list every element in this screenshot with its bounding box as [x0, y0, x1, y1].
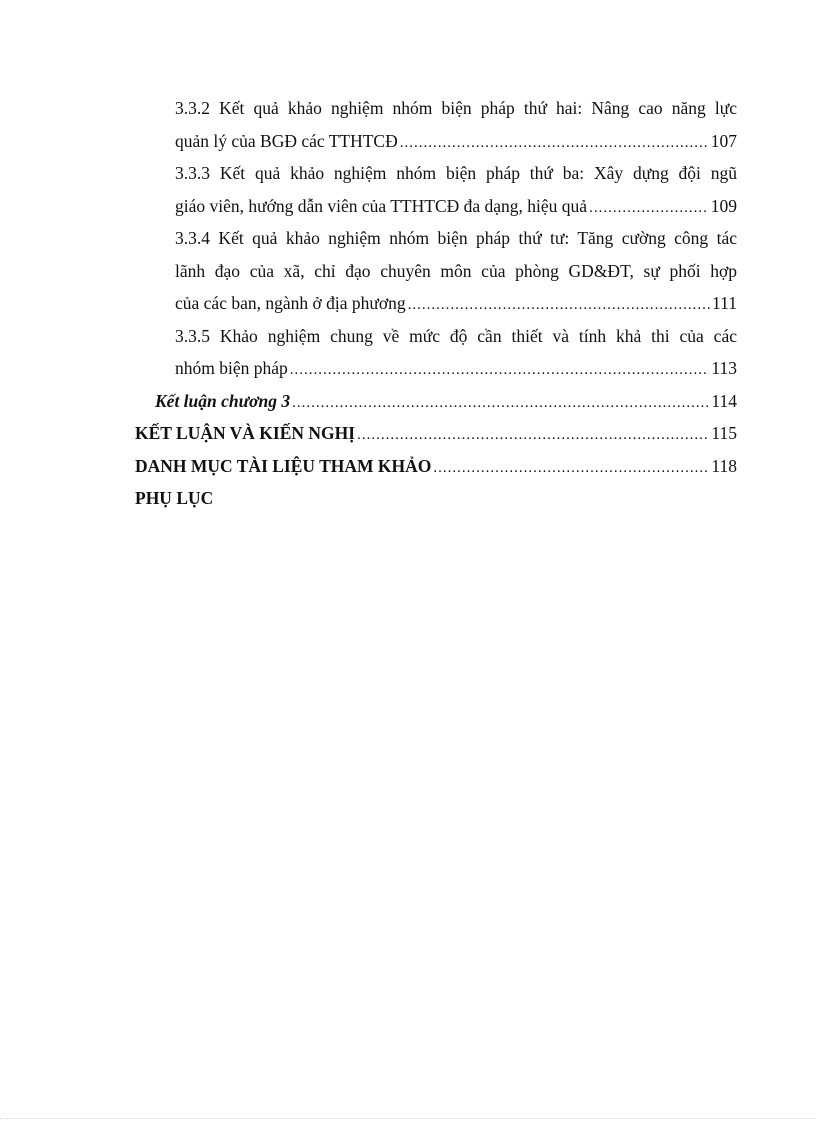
toc-entry-3-3-4-line3 — [175, 287, 737, 320]
toc-entry-3-3-4-line1: 3.3.4 Kết quả khảo nghiệm nhóm biện pháp thứ tư: Tăng cường công tác — [175, 228, 737, 248]
toc-entry-3-3-4-line2: lãnh đạo của xã, chỉ đạo chuyên môn của phòng GD&ĐT, sự phối hợp — [175, 260, 737, 281]
toc-entry-3-3-3-line2 — [175, 190, 737, 223]
toc-page-number: 113 — [711, 358, 737, 378]
toc-entry-text: KẾT LUẬN VÀ KIẾN NGHỊ — [135, 423, 356, 443]
toc-entry-text: DANH MỤC TÀI LIỆU THAM KHẢO — [135, 455, 432, 476]
toc-page-number: 115 — [711, 423, 737, 443]
toc-entry-conclusion — [135, 417, 737, 450]
table-of-contents — [135, 92, 737, 515]
leader-dots — [408, 289, 710, 321]
toc-entry-appendix: PHỤ LỤC — [135, 488, 214, 508]
toc-entry-text: quản lý của BGĐ các TTHTCĐ — [175, 130, 398, 151]
leader-dots — [292, 387, 709, 419]
toc-page-number: 118 — [711, 455, 737, 476]
page-bottom-rule — [0, 1118, 816, 1119]
leader-dots — [357, 419, 709, 451]
toc-entry-text: của các ban, ngành ở địa phương — [175, 293, 406, 313]
leader-dots — [589, 192, 709, 224]
toc-page-number: 107 — [710, 130, 737, 151]
leader-dots — [433, 452, 709, 484]
leader-dots — [290, 354, 710, 386]
toc-page-number: 111 — [712, 293, 737, 313]
toc-page-number: 114 — [711, 390, 737, 411]
toc-entry-text: giáo viên, hướng dẫn viên của TTHTCĐ đa dạng, hiệu quả — [175, 195, 588, 216]
leader-dots — [400, 127, 709, 159]
toc-entry-3-3-3-line1: 3.3.3 Kết quả khảo nghiệm nhóm biện pháp thứ ba: Xây dựng đội ngũ — [175, 163, 737, 183]
toc-entry-3-3-2-line2 — [175, 125, 737, 158]
toc-entry-3-3-2-line1: 3.3.2 Kết quả khảo nghiệm nhóm biện pháp thứ hai: Nâng cao năng lực — [175, 98, 737, 118]
toc-entry-3-3-5-line1: 3.3.5 Khảo nghiệm chung về mức độ cần thiết và tính khả thi của các — [175, 325, 737, 346]
toc-entry-references — [135, 450, 737, 483]
toc-page-number: 109 — [710, 195, 737, 216]
toc-entry-3-3-5-line2 — [175, 352, 737, 385]
toc-entry-text: Kết luận chương 3 — [155, 390, 291, 411]
toc-entry-chapter3-conclusion — [155, 385, 737, 418]
toc-entry-text: nhóm biện pháp — [175, 358, 288, 378]
